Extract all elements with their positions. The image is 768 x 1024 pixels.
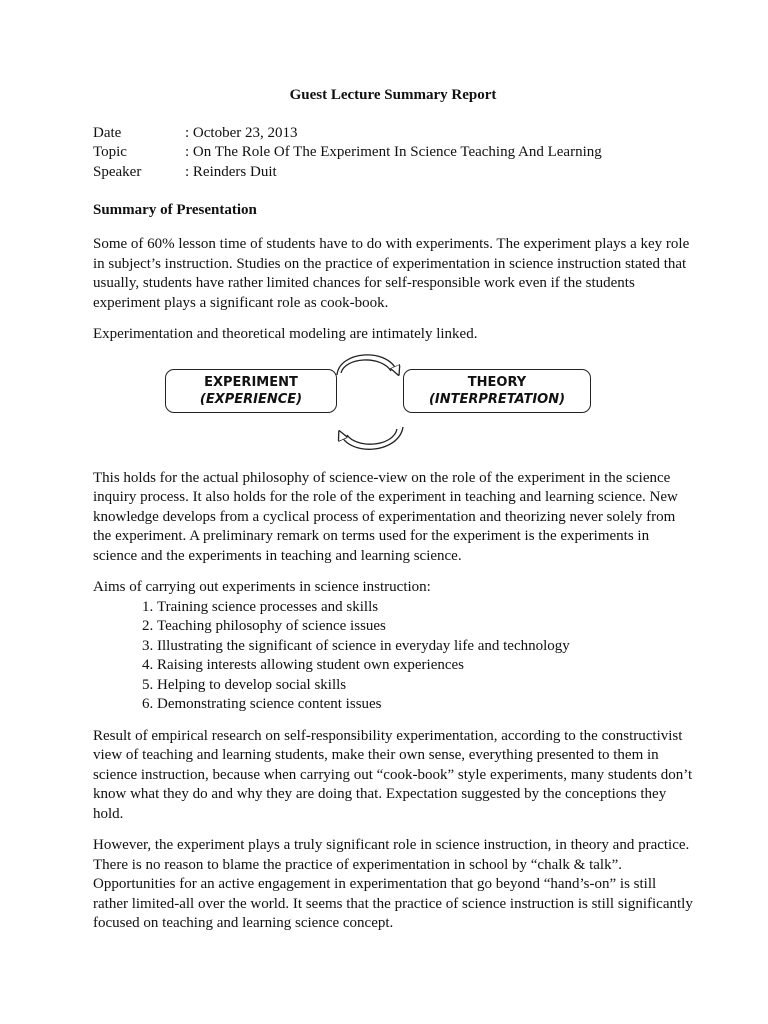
paragraph-4: Result of empirical research on self-responsibility experimentation, according to the constructivist view of teaching and learning students, make their own sense, everything presented to them in science instruction, because when carrying out “cook-book” style experiments, many students don’t know what they do and why they are doing that. Expectation suggested by the conceptions they hold.	[93, 727, 693, 822]
meta-label: Date	[93, 124, 122, 141]
meta-value: : October 23, 2013	[185, 124, 298, 141]
summary-heading: Summary of Presentation	[93, 201, 257, 218]
document-page	[93, 86, 693, 946]
meta-row-speaker	[93, 163, 693, 183]
list-item: 6. Demonstrating science content issues	[157, 695, 693, 715]
list-item: 5. Helping to develop social skills	[157, 676, 693, 696]
list-item: 1. Training science processes and skills	[157, 598, 693, 618]
aims-intro: Aims of carrying out experiments in science instruction:	[93, 579, 431, 596]
report-title: Guest Lecture Summary Report	[289, 87, 497, 103]
list-item: 3. Illustrating the significant of science in everyday life and technology	[157, 637, 693, 657]
meta-label: Speaker	[93, 164, 142, 181]
cycle-arrows-icon	[325, 343, 415, 461]
list-item: 4. Raising interests allowing student own experiences	[157, 656, 693, 676]
paragraph-2: Experimentation and theoretical modeling are intimately linked.	[93, 326, 478, 343]
meta-label: Topic	[93, 144, 127, 161]
meta-value: : On The Role Of The Experiment In Science Teaching And Learning	[185, 144, 602, 161]
paragraph-5: However, the experiment plays a truly significant role in science instruction, in theory and practice. There is no reason to blame the practice of experimentation in school by “chalk & talk”. Opportunities for an active engagement in experimentation that go beyond “hand’s-on” is still rather limited-all over the world. It seems that the practice of science instruction is still significantly focused on teaching and learning science concept.	[93, 837, 693, 932]
meta-value: : Reinders Duit	[185, 164, 277, 181]
paragraph-1: Some of 60% lesson time of students have to do with experiments. The experiment plays a key role in subject’s instruction. Studies on the practice of experimentation in science instruction stated that usually, students have rather limited chances for self-responsible work even if the students experiment plays a significant role as cook-book.	[93, 236, 690, 311]
cycle-diagram	[93, 357, 693, 457]
experiment-box	[165, 369, 337, 413]
meta-row-date	[93, 124, 693, 144]
meta-block	[93, 124, 693, 183]
aims-list	[93, 598, 693, 715]
experiment-title: EXPERIMENT	[204, 374, 298, 390]
theory-subtitle: (INTERPRETATION)	[428, 391, 566, 407]
paragraph-3: This holds for the actual philosophy of science-view on the role of the experiment in the science inquiry process. It also holds for the role of the experiment in teaching and learning science. New knowledge develops from a cyclical process of experimentation and theorizing never solely from the experiment. A preliminary remark on terms used for the experiment is the experiments in science and the experiments in teaching and learning science.	[93, 469, 678, 564]
theory-box	[403, 369, 591, 413]
list-item: 2. Teaching philosophy of science issues	[157, 617, 693, 637]
theory-title: THEORY	[467, 374, 527, 390]
experiment-subtitle: (EXPERIENCE)	[199, 391, 303, 407]
meta-row-topic	[93, 143, 693, 163]
